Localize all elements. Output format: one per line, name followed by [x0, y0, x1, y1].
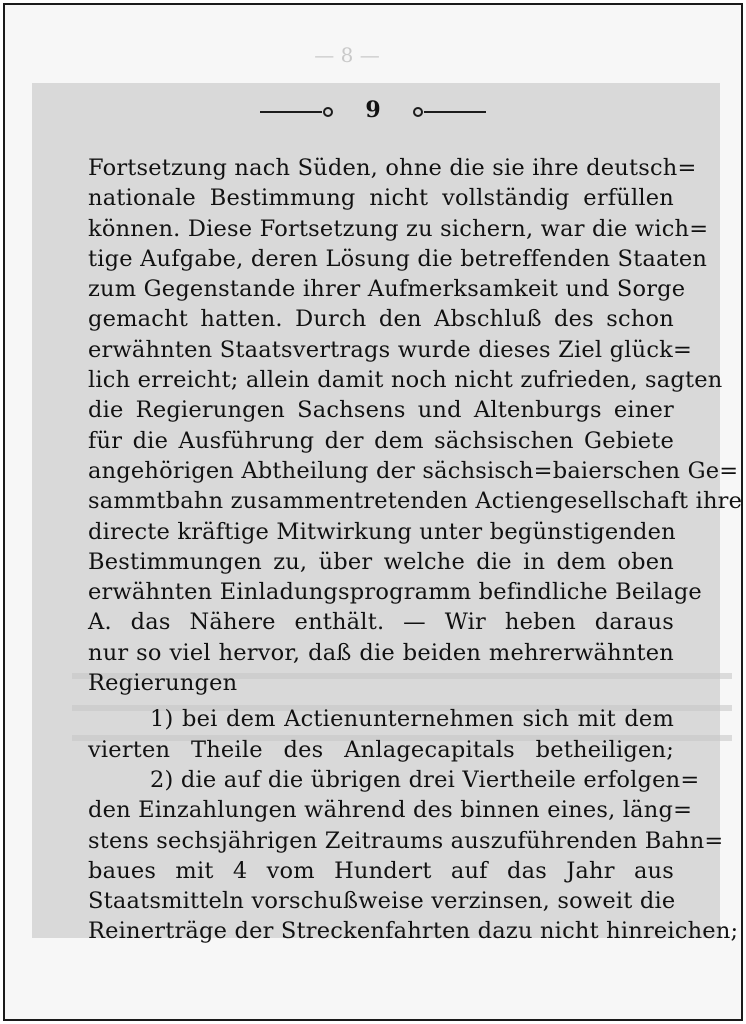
text-line: vierten Theile des Anlagecapitals betheiligen; — [88, 736, 674, 763]
text-line: baues mit 4 vom Hundert auf das Jahr aus — [88, 857, 674, 884]
text-line: Bestimmungen zu, über welche die in dem oben — [88, 548, 674, 575]
text-line: sammtbahn zusammentretenden Actiengesellschaft ihre — [88, 488, 743, 515]
ornament-rule-right — [424, 111, 486, 113]
body-text — [88, 153, 743, 947]
paragraph — [88, 153, 743, 698]
page-frame — [3, 3, 743, 1021]
text-line: Regierungen — [88, 670, 238, 697]
text-line: 2) die auf die übrigen drei Viertheile erfolgen= — [150, 766, 700, 793]
list-item-2 — [88, 765, 739, 947]
text-line: erwähnten Staatsvertrags wurde dieses Ziel glück= — [88, 336, 693, 363]
page-header — [260, 99, 486, 125]
text-line: directe kräftige Mitwirkung unter begünstigenden — [88, 518, 676, 545]
text-line: lich erreicht; allein damit noch nicht zufrieden, sagten — [88, 367, 723, 394]
text-line: die Regierungen Sachsens und Altenburgs einer — [88, 397, 674, 424]
text-line: nur so viel hervor, daß die beiden mehrerwähnten — [88, 639, 674, 666]
list-item-1 — [88, 704, 674, 765]
text-line: A. das Nähere enthält. — Wir heben daraus — [88, 609, 674, 636]
text-line: angehörigen Abtheilung der sächsisch=baierschen Ge= — [88, 457, 739, 484]
bleed-through-ornament: — 8 — — [314, 43, 380, 67]
text-line: für die Ausführung der dem sächsischen Gebiete — [88, 427, 674, 454]
text-line: stens sechsjährigen Zeitraums auszuführenden Bahn= — [88, 827, 724, 854]
text-line: tige Aufgabe, deren Lösung die betreffenden Staaten — [88, 245, 708, 272]
page-number: 9 — [365, 97, 381, 123]
text-line: zum Gegenstande ihrer Aufmerksamkeit und Sorge — [88, 276, 686, 303]
text-line: nationale Bestimmung nicht vollständig erfüllen — [88, 185, 674, 212]
text-line: 1) bei dem Actienunternehmen sich mit dem — [150, 706, 674, 733]
ornament-dot-right — [413, 107, 423, 117]
text-line: erwähnten Einladungsprogramm befindliche Beilage — [88, 579, 702, 606]
text-line: den Einzahlungen während des binnen eines, läng= — [88, 797, 693, 824]
text-line: Fortsetzung nach Süden, ohne die sie ihre deutsch= — [88, 155, 697, 181]
text-line: Staatsmitteln vorschußweise verzinsen, soweit die — [88, 888, 676, 915]
text-line: Reinerträge der Streckenfahrten dazu nicht hinreichen; — [88, 918, 739, 945]
text-line: gemacht hatten. Durch den Abschluß des schon — [88, 306, 674, 333]
text-line: können. Diese Fortsetzung zu sichern, war die wich= — [88, 215, 709, 242]
